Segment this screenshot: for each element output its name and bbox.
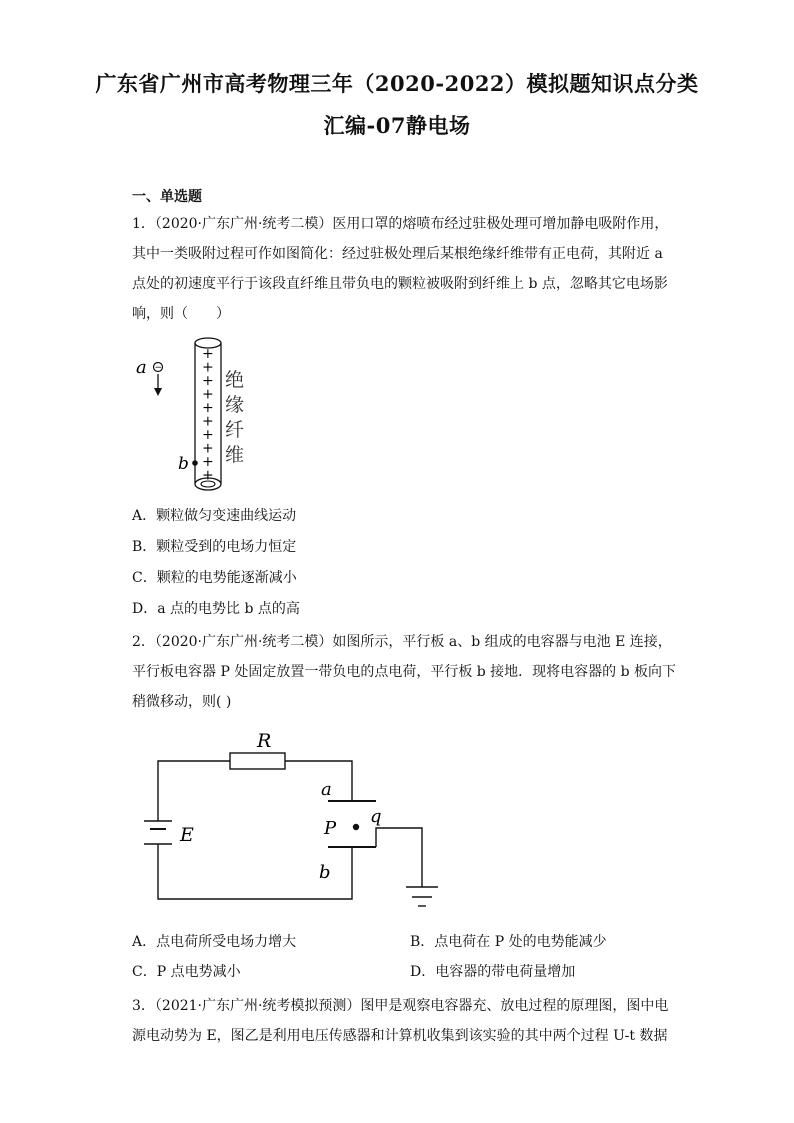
label-q: q [370, 806, 382, 827]
plus-sign: + [202, 400, 214, 416]
q1-option-c: C．颗粒的电势能逐渐减小 [132, 570, 297, 586]
q2-option-c: C．P 点电势减小 [132, 964, 241, 980]
q1-text-line: 其中一类吸附过程可作如图简化：经过驻极处理后某根绝缘纤维带有正电荷，其附近 a [132, 246, 663, 262]
q2-option-d: D．电容器的带电荷量增加 [410, 964, 576, 980]
plus-sign: + [202, 386, 214, 403]
label-R: R [257, 730, 272, 752]
point-b-dot [192, 460, 198, 466]
plus-sign: + [202, 467, 214, 484]
q2-option-b: B．点电荷在 P 处的电势能减少 [410, 934, 607, 950]
label-E: E [180, 824, 194, 846]
fiber-label-char: 维 [225, 444, 245, 466]
label-a: a [321, 779, 332, 800]
plus-sign: + [202, 373, 214, 389]
document-title-line-1: 广东省广州市高考物理三年（2020-2022）模拟题知识点分类 [95, 71, 699, 96]
q2-text-line: 稍微移动，则( ) [132, 694, 232, 710]
q2-circuit-figure [130, 725, 460, 920]
plus-sign: + [202, 440, 214, 457]
resistor-icon [230, 753, 285, 769]
q1-option-a: A．颗粒做匀变速曲线运动 [132, 508, 297, 524]
plus-sign: + [202, 359, 214, 376]
q3-text-line: 3．（2021·广东广州·统考模拟预测）图甲是观察电容器充、放电过程的原理图，图中电 [132, 998, 669, 1014]
plus-sign: + [202, 413, 214, 430]
ground-wire [376, 828, 422, 887]
label-b: b [319, 862, 331, 883]
plus-sign: + [202, 427, 214, 443]
plus-sign: + [202, 454, 214, 470]
document-title-line-2: 汇编-07静电场 [323, 113, 471, 138]
q1-option-b: B．颗粒受到的电场力恒定 [132, 539, 297, 555]
arrow-head-icon [154, 388, 162, 396]
q2-text-line: 平行板电容器 P 处固定放置一带负电的点电荷，平行板 b 接地．现将电容器的 b 板向下 [132, 664, 677, 680]
q2-option-a: A．点电荷所受电场力增大 [132, 934, 297, 950]
wire-top-right [285, 761, 352, 801]
fiber-label-char: 缘 [225, 394, 245, 416]
q1-neg-sign: − [154, 363, 163, 373]
q1-text-line: 点处的初速度平行于该段直纤维且带负电的颗粒被吸附到纤维上 b 点，忽略其它电场影 [132, 276, 668, 292]
q2-text-line: 2．（2020·广东广州·统考二模）如图所示，平行板 a、b 组成的电容器与电池 E 连接， [132, 634, 672, 650]
section-heading: 一、单选题 [132, 189, 202, 205]
q1-fiber-figure [130, 336, 270, 496]
q1-option-d: D．a 点的电势比 b 点的高 [132, 601, 300, 617]
label-P: P [324, 818, 337, 839]
wire-top-left [158, 761, 230, 787]
q1-label-a: a [136, 357, 147, 378]
q1-text-line: 1．（2020·广东广州·统考二模）医用口罩的熔喷布经过驻极处理可增加静电吸附作用， [132, 216, 669, 232]
plus-sign: + [202, 346, 214, 362]
point-charge-dot [353, 824, 359, 830]
q3-text-line: 源电动势为 E，图乙是利用电压传感器和计算机收集到该实验的其中两个过程 U-t 数据 [132, 1028, 668, 1044]
positive-charges [202, 346, 214, 484]
fiber-label-char: 纤 [225, 419, 245, 441]
q1-text-line: 响，则（ ） [132, 306, 230, 322]
fiber-label-char: 绝 [225, 369, 245, 391]
q1-label-b: b [178, 454, 189, 474]
